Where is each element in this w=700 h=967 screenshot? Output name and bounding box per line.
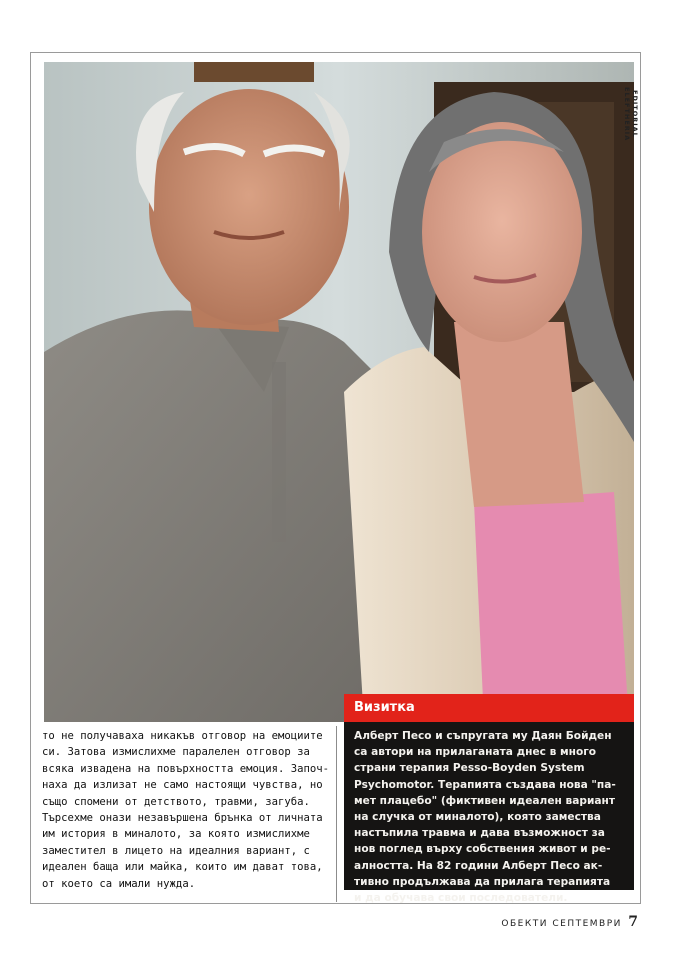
- article-line: им история в миналото, за която измислихме: [42, 828, 310, 841]
- article-line: също спомени от детството, травми, загуба.: [42, 795, 310, 808]
- sidebar-line: и да обучава свои последователи.: [354, 892, 568, 905]
- page-number: 7: [628, 914, 638, 930]
- sidebar-title: Визитка: [344, 694, 634, 722]
- info-sidebar: [344, 694, 634, 905]
- sidebar-line: тивно продължава да прилага терапията: [354, 875, 611, 888]
- sidebar-line: нов поглед върху собствения живот и ре-: [354, 843, 611, 856]
- sidebar-line: Psychomotor. Терапията създава нова "па-: [354, 778, 616, 791]
- article-line: заместител в лицето на идеалния вариант, с: [42, 844, 310, 857]
- article-line: наха да излизат не само настоящи чувства, но: [42, 779, 323, 792]
- article-body: [42, 728, 332, 892]
- photo-credit: EDITORIAL ELEFTHERIA: [623, 86, 639, 142]
- column-divider: [336, 726, 337, 902]
- article-line: идеален баща или майка, които им дават това,: [42, 861, 323, 874]
- article-line: всяка извадена на повърхността емоция. Започ-: [42, 762, 330, 775]
- article-line: си. Затова измислихме паралелен отговор за: [42, 746, 310, 759]
- sidebar-line: на случка от миналото), която замества: [354, 811, 601, 824]
- article-line: Търсехме онази незавършена брънка от личната: [42, 812, 323, 825]
- sidebar-line: мет плацебо" (фиктивен идеален вариант: [354, 794, 615, 807]
- sidebar-line: страни терапия Pesso-Boyden System: [354, 762, 585, 775]
- article-line: то не получаваха никакъв отговор на емоциите: [42, 730, 323, 742]
- article-line: от което са имали нужда.: [42, 877, 196, 890]
- sidebar-line: алността. На 82 години Алберт Песо ак-: [354, 859, 603, 872]
- sidebar-line: са автори на прилаганата днес в много: [354, 746, 597, 759]
- page-footer: [501, 914, 638, 930]
- sidebar-line: Алберт Песо и съпругата му Даян Бойден: [354, 730, 612, 742]
- portrait-photo: [44, 62, 634, 722]
- footer-section: ОБЕКТИ СЕПТЕМВРИ: [501, 919, 622, 929]
- sidebar-body: [344, 722, 634, 906]
- sidebar-line: настъпила травма и дава възможност за: [354, 827, 605, 840]
